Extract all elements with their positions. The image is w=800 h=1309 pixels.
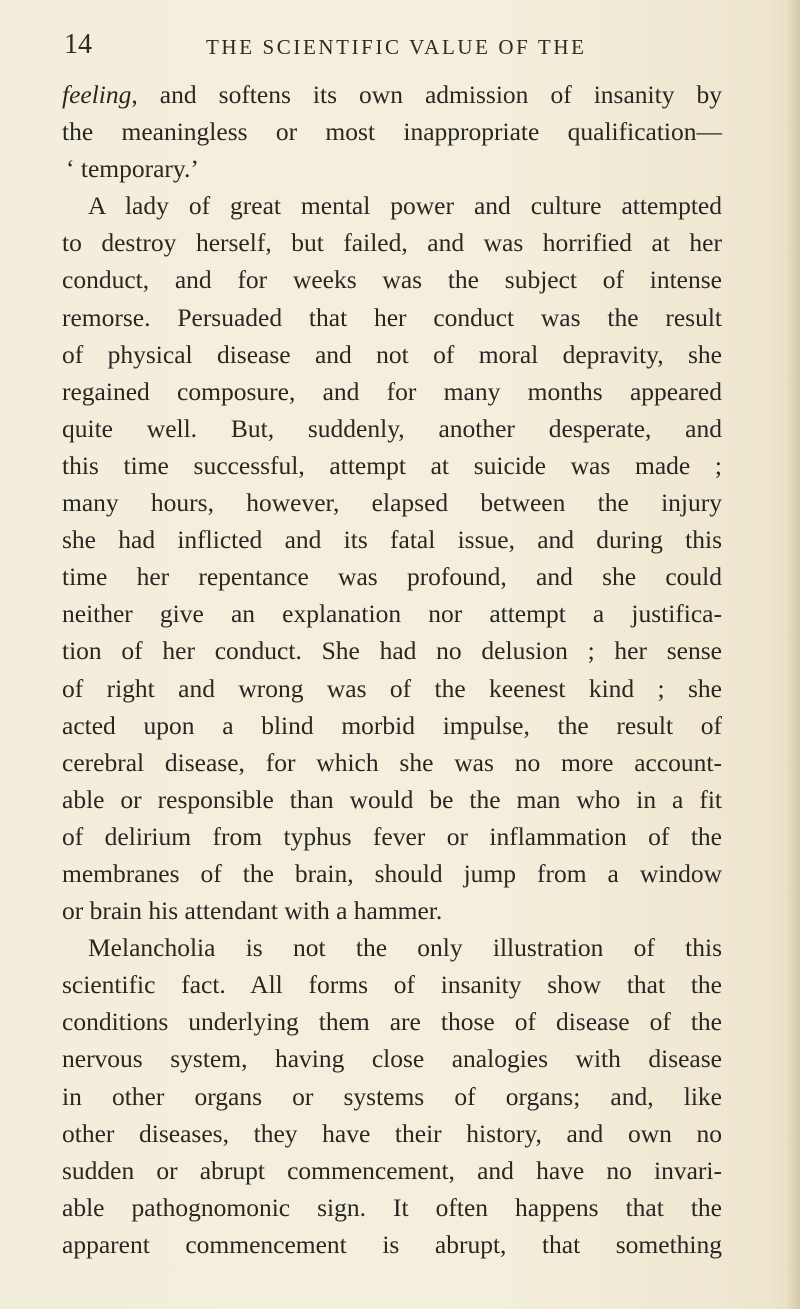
paragraph-start-line: A lady of great mental power and culture attempted: [88, 191, 722, 221]
text-line: of physical disease and not of moral depravity, she: [62, 339, 722, 369]
text-line: able or responsible than would be the man who in a fit: [62, 784, 722, 814]
text-line: nervous system, having close analogies with disease: [62, 1044, 722, 1074]
text-line: many hours, however, elapsed between the injury: [62, 488, 722, 518]
text-line: to destroy herself, but failed, and was horrified at her: [62, 228, 722, 258]
paragraph-start-line: Melancholia is not the only illustration of this: [88, 933, 722, 963]
text-line: remorse. Persuaded that her conduct was the result: [62, 302, 722, 332]
text-line: the meaningless or most inappropriate qualification—: [62, 117, 722, 147]
running-head: THE SCIENTIFIC VALUE OF THE: [206, 35, 587, 59]
text-line: this time successful, attempt at suicide was made ;: [62, 450, 722, 480]
text-line: membranes of the brain, should jump from a window: [62, 858, 722, 888]
text-line: time her repentance was profound, and she could: [62, 562, 722, 592]
text-line: conditions underlying them are those of disease of the: [62, 1007, 722, 1037]
text-line: regained composure, and for many months appeared: [62, 376, 722, 406]
italic-word: feeling: [62, 80, 132, 109]
page-edge-shadow: [786, 0, 800, 1309]
text-line: of delirium from typhus fever or inflammation of the: [62, 821, 722, 851]
text-line: able pathognomonic sign. It often happens that the: [62, 1192, 722, 1222]
text-line: sudden or abrupt commencement, and have no invari-: [62, 1155, 722, 1185]
text-line: in other organs or systems of organs; and, like: [62, 1081, 722, 1111]
text-line: of right and wrong was of the keenest kind ; she: [62, 673, 722, 703]
page-header: [62, 30, 727, 64]
body-text: [62, 76, 722, 1263]
text-line: conduct, and for weeks was the subject of intense: [62, 265, 722, 295]
text-line: she had inflicted and its fatal issue, and during this: [62, 525, 722, 555]
text-line: ‘ temporary.’: [66, 154, 199, 184]
text-line: scientific fact. All forms of insanity show that the: [62, 970, 722, 1000]
text-line: [62, 76, 722, 113]
text-line: other diseases, they have their history, and own no: [62, 1118, 722, 1148]
page-number: 14: [64, 29, 92, 60]
text-line: or brain his attendant with a hammer.: [62, 896, 443, 926]
text-line: tion of her conduct. She had no delusion ; her sense: [62, 636, 722, 666]
text-line: apparent commencement is abrupt, that something: [62, 1229, 722, 1259]
text-line: cerebral disease, for which she was no more account-: [62, 747, 722, 777]
line-rest: , and softens its own admission of insanity by: [131, 80, 722, 109]
text-line: acted upon a blind morbid impulse, the result of: [62, 710, 722, 740]
text-line: neither give an explanation nor attempt a justifica-: [62, 599, 722, 629]
text-line: quite well. But, suddenly, another desperate, and: [62, 413, 722, 443]
